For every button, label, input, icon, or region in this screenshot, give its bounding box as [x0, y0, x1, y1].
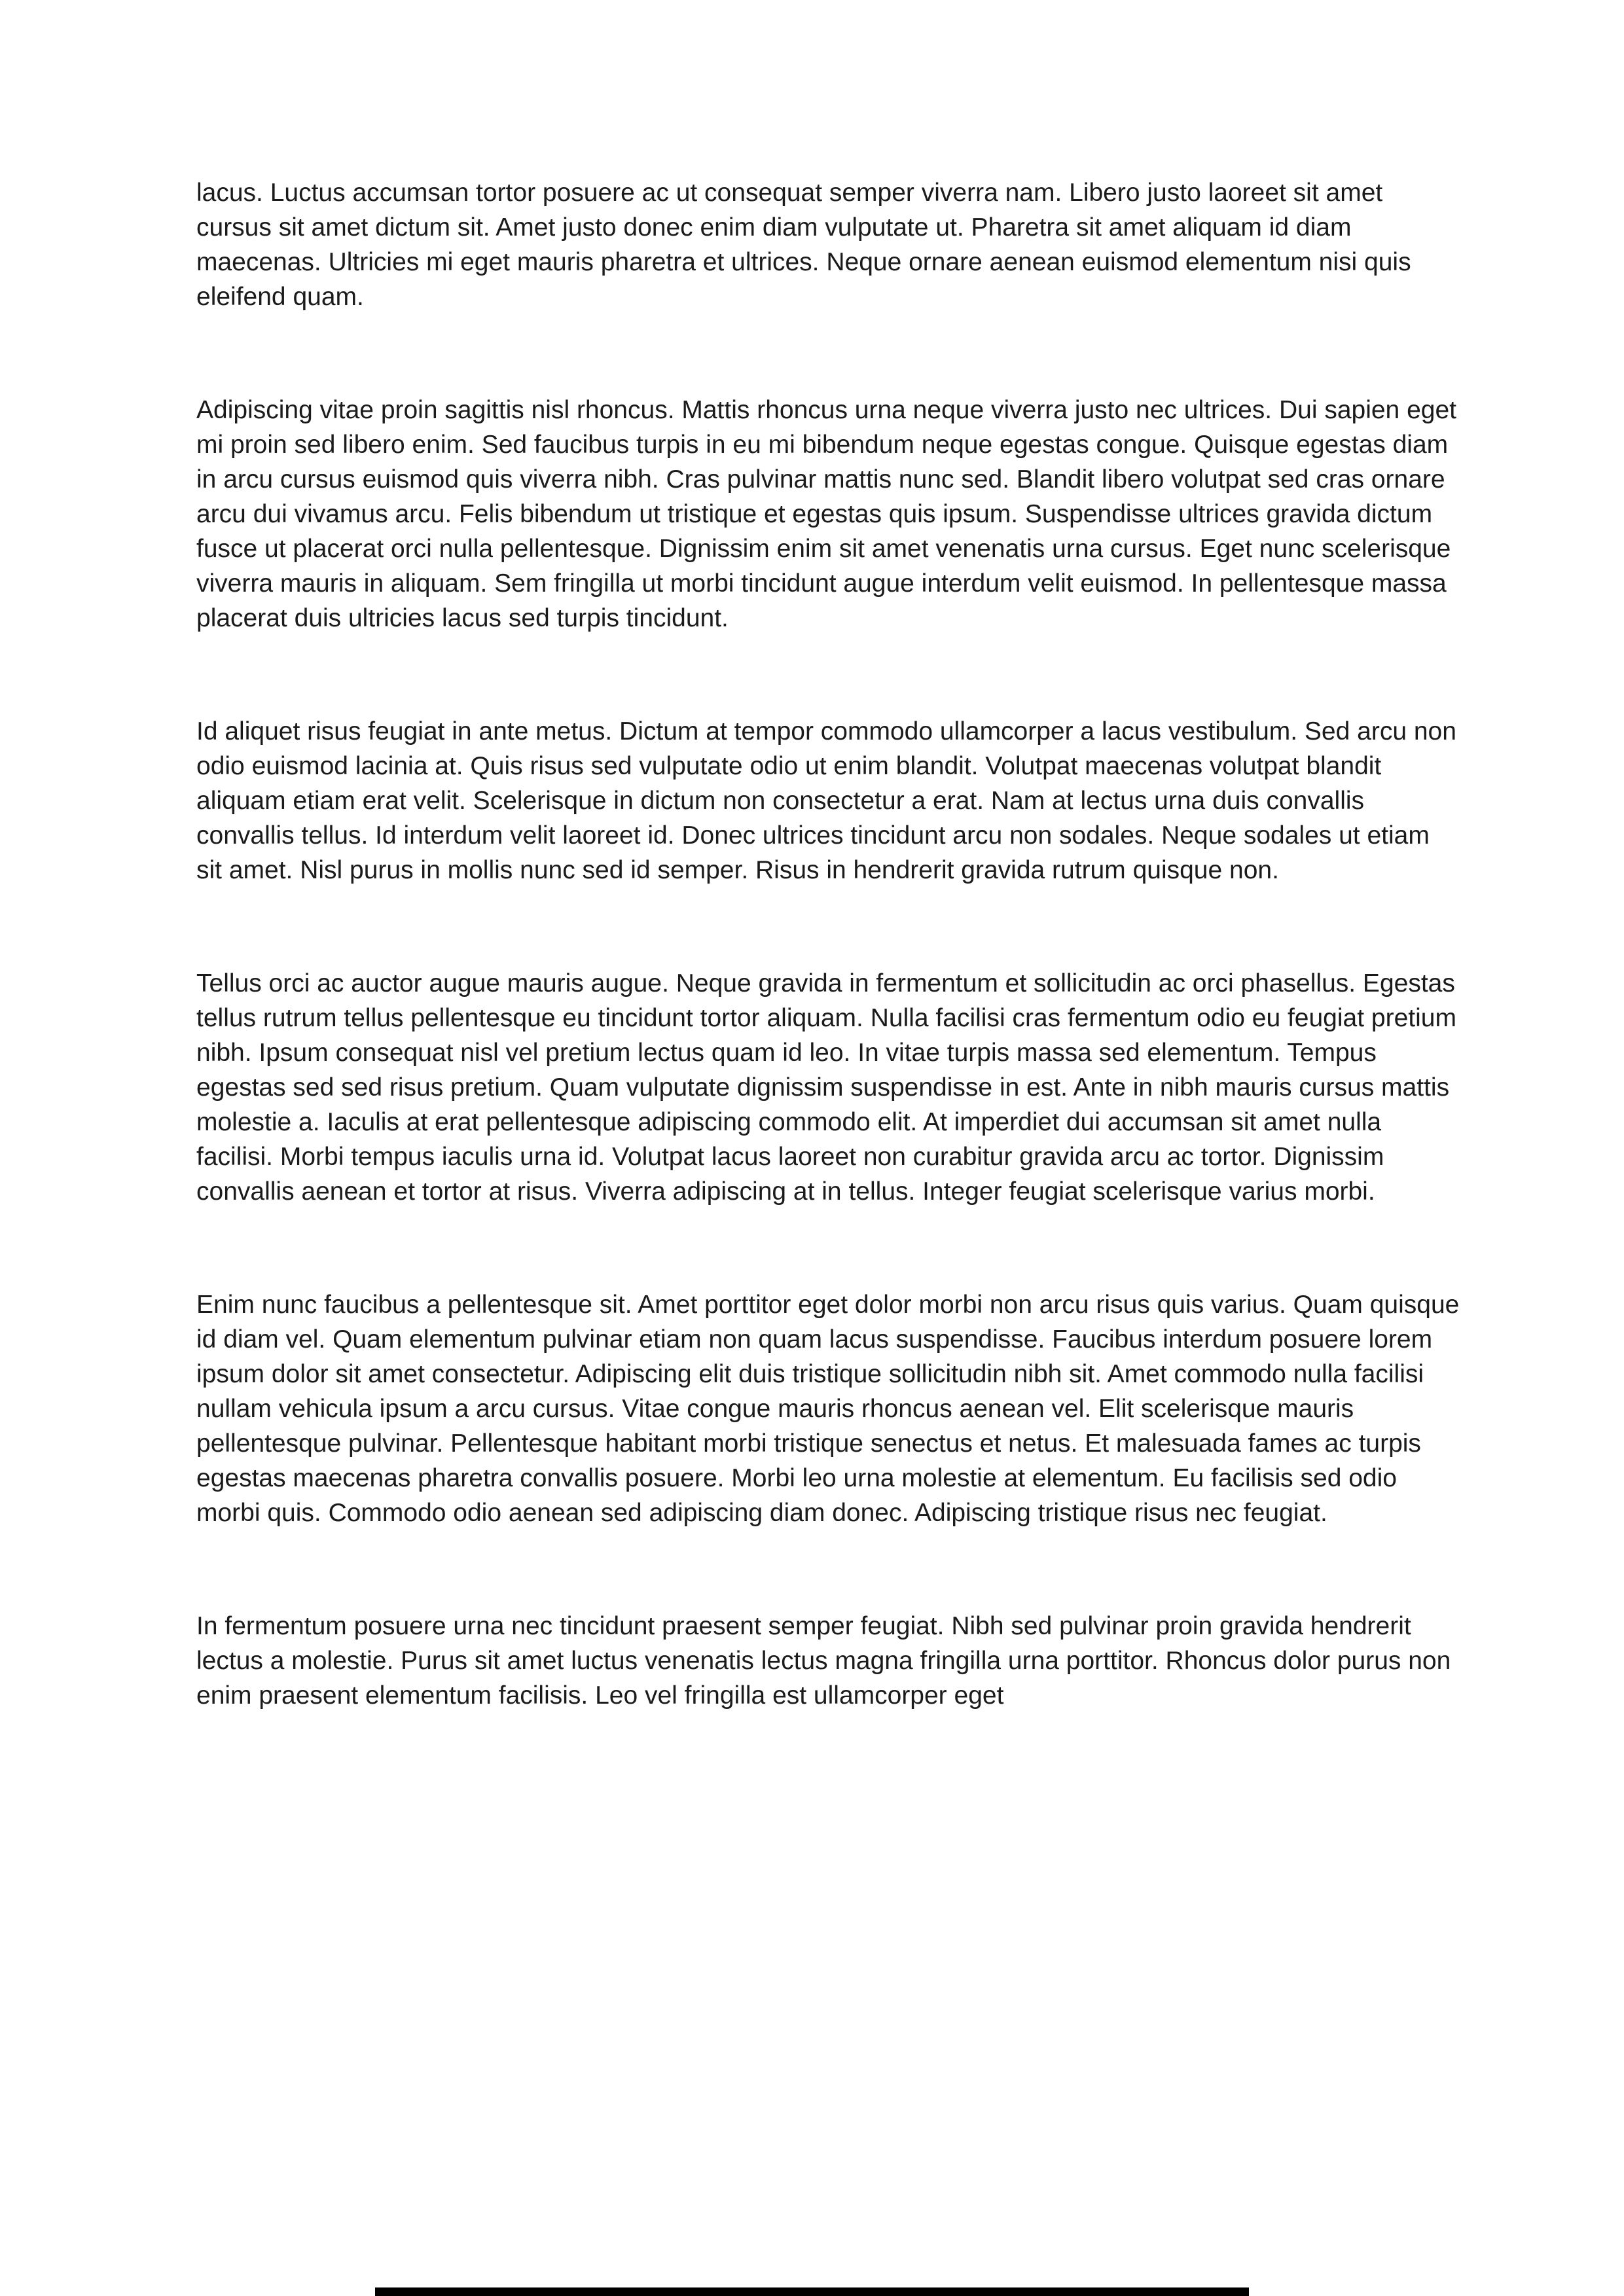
- paragraph: Id aliquet risus feugiat in ante metus. Dictum at tempor commodo ullamcorper a lacus vestibulum. Sed arcu non odio euismod lacinia at. Quis risus sed vulputate odio ut enim blandit. Volutpat maecenas volutpat blandit aliquam etiam erat velit. Scelerisque in dictum non consectetur a erat. Nam at lectus urna duis convallis convallis tellus. Id interdum velit laoreet id. Donec ultrices tincidunt arcu non sodales. Neque sodales ut etiam sit amet. Nisl purus in mollis nunc sed id semper. Risus in hendrerit gravida rutrum quisque non.: [196, 717, 1456, 884]
- paragraph: lacus. Luctus accumsan tortor posuere ac ut consequat semper viverra nam. Libero justo laoreet sit amet cursus sit amet dictum sit. Amet justo donec enim diam vulputate ut. Pharetra sit amet aliquam id diam maecenas. Ultricies mi eget mauris pharetra et ultrices. Neque ornare aenean euismod elementum nisi quis eleifend quam.: [196, 179, 1411, 311]
- paragraph: Tellus orci ac auctor augue mauris augue. Neque gravida in fermentum et sollicitudin ac orci phasellus. Egestas tellus rutrum tellus pellentesque eu tincidunt tortor aliquam. Nulla facilisi cras fermentum odio eu feugiat pretium nibh. Ipsum consequat nisl vel pretium lectus quam id leo. In vitae turpis massa sed elementum. Tempus egestas sed sed risus pretium. Quam vulputate dignissim suspendisse in est. Ante in nibh mauris cursus mattis molestie a. Iaculis at erat pellentesque adipiscing commodo elit. At imperdiet dui accumsan sit amet nulla facilisi. Morbi tempus iaculis urna id. Volutpat lacus laoreet non curabitur gravida arcu ac tortor. Dignissim convallis aenean et tortor at risus. Viverra adipiscing at in tellus. Integer feugiat scelerisque varius morbi.: [196, 969, 1456, 1206]
- paragraph: In fermentum posuere urna nec tincidunt praesent semper feugiat. Nibh sed pulvinar proin gravida hendrerit lectus a molestie. Purus sit amet luctus venenatis lectus magna fringilla urna porttitor. Rhoncus dolor purus non enim praesent elementum facilisis. Leo vel fringilla est ullamcorper eget: [196, 1612, 1451, 1710]
- document-body: [196, 175, 1460, 1713]
- bottom-bar: [375, 2287, 1249, 2296]
- paragraph: Adipiscing vitae proin sagittis nisl rhoncus. Mattis rhoncus urna neque viverra justo nec ultrices. Dui sapien eget mi proin sed libero enim. Sed faucibus turpis in eu mi bibendum neque egestas congue. Quisque egestas diam in arcu cursus euismod quis viverra nibh. Cras pulvinar mattis nunc sed. Blandit libero volutpat sed cras ornare arcu dui vivamus arcu. Felis bibendum ut tristique et egestas quis ipsum. Suspendisse ultrices gravida dictum fusce ut placerat orci nulla pellentesque. Dignissim enim sit amet venenatis urna cursus. Eget nunc scelerisque viverra mauris in aliquam. Sem fringilla ut morbi tincidunt augue interdum velit euismod. In pellentesque massa placerat duis ultricies lacus sed turpis tincidunt.: [196, 396, 1456, 632]
- paragraph: Enim nunc faucibus a pellentesque sit. Amet porttitor eget dolor morbi non arcu risus quis varius. Quam quisque id diam vel. Quam elementum pulvinar etiam non quam lacus suspendisse. Faucibus interdum posuere lorem ipsum dolor sit amet consectetur. Adipiscing elit duis tristique sollicitudin nibh sit. Amet commodo nulla facilisi nullam vehicula ipsum a arcu cursus. Vitae congue mauris rhoncus aenean vel. Elit scelerisque mauris pellentesque pulvinar. Pellentesque habitant morbi tristique senectus et netus. Et malesuada fames ac turpis egestas maecenas pharetra convallis posuere. Morbi leo urna molestie at elementum. Eu facilisis sed odio morbi quis. Commodo odio aenean sed adipiscing diam donec. Adipiscing tristique risus nec feugiat.: [196, 1291, 1460, 1527]
